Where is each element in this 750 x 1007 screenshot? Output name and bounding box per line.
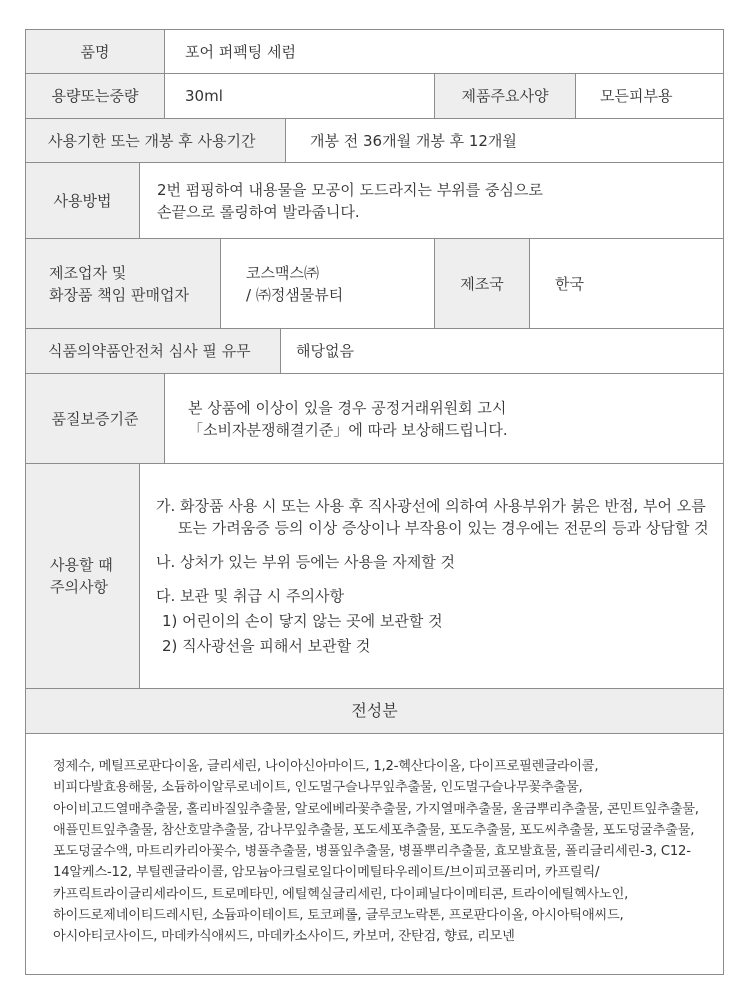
caution-value [140, 464, 723, 688]
ingredients-text: 정제수, 메틸프로판다이올, 글리세린, 나이아신아마이드, 1,2-헥산다이올, 다이프로필렌글라이콜, 비피다발효용해물, 소듐하이알루로네이트, 인도멀구슬나무잎추출물, 인도멀구슬나무꽃추출물, 아이비고드열매추출물, 홀리바질잎추출물, 알로에베라꽃추출물, 가지열매추출물, 울금뿌리추출물, 콘민트잎추출물, 애플민트잎추출물, 참산호말추출물, 감나무잎추출물, 포도세포추출물, 포도추출물, 포도씨추출물, 포도덩굴추출물, 포도덩굴수액, 마트리카리아꽃수, 병풀추출물, 병풀잎추출물, 병풀뿌리추출물, 효모발효물, 폴리글리세린-3, C12-14알케스-12, 부틸렌글라이콜, 암모늄아크릴로일다이메틸타우레이트/브이피코폴리머, 카프릴릭/카프릭트라이글리세라이드, 트로메타민, 에틸헥실글리세린, 다이페닐다이메티콘, 트라이에틸헥사노인, 하이드로제네이티드레시틴, 소듐파이테이트, 토코페롤, 글루코노락톤, 프로판다이올, 아시아틱애씨드, 아시아티코사이드, 마데카식애씨드, 마데카소사이드, 카보머, 잔탄검, 향료, 리모넨 [53, 759, 699, 945]
usage-line-1: 2번 펌핑하여 내용물을 모공이 도드라지는 부위를 중심으로 [157, 180, 543, 199]
manufacturer-value-line-2: / ㈜정샘물뷰티 [246, 285, 344, 304]
caution-item-da: 다. 보관 및 취급 시 주의사항 [156, 587, 344, 605]
caution-item-ga-line-2: 또는 가려움증 등의 이상 증상이나 부작용이 있는 경우에는 전문의 등과 상담할 것 [178, 519, 709, 537]
row-capacity [26, 74, 723, 119]
mfds-value: 해당없음 [296, 342, 354, 360]
manufacturer-label [26, 239, 221, 328]
caution-label [26, 464, 140, 688]
row-ingredients [26, 734, 723, 974]
caution-item-da-2: 2) 직사광선을 피해서 보관할 것 [162, 637, 371, 655]
expiry-label: 사용기한 또는 개봉 후 사용기간 [26, 119, 286, 162]
product-name-value: 포어 퍼펙팅 세럼 [185, 42, 296, 61]
usage-label: 사용방법 [26, 163, 140, 238]
spec-label: 제품주요사양 [434, 74, 576, 118]
quality-line-1: 본 상품에 이상이 있을 경우 공정거래위원회 고시 [188, 398, 507, 417]
row-product-name [26, 30, 723, 74]
row-mfds [26, 329, 723, 374]
row-ingredients-header [26, 689, 723, 734]
row-usage [26, 163, 723, 239]
ingredients-title: 전성분 [26, 689, 723, 733]
caution-label-line-2: 주의사항 [50, 578, 108, 596]
capacity-value: 30ml [185, 87, 223, 105]
caution-item-da-1: 1) 어린이의 손이 닿지 않는 곳에 보관할 것 [162, 612, 443, 630]
capacity-label: 용량또는중량 [26, 74, 165, 118]
caution-item-ga-line-1: 가. 화장품 사용 시 또는 사용 후 직사광선에 의하여 사용부위가 붉은 반점, 부어 오름 [156, 497, 706, 515]
manufacturer-label-line-1: 제조업자 및 [49, 263, 127, 282]
row-quality [26, 374, 723, 464]
quality-line-2: 「소비자분쟁해결기준」에 따라 보상해드립니다. [188, 420, 508, 439]
country-label: 제조국 [434, 239, 530, 328]
caution-item-na: 나. 상처가 있는 부위 등에는 사용을 자제할 것 [156, 553, 455, 571]
country-value: 한국 [555, 274, 584, 293]
usage-line-2: 손끝으로 롤링하여 발라줍니다. [157, 202, 360, 221]
mfds-label: 식품의약품안전처 심사 필 유무 [26, 329, 281, 373]
usage-value [140, 163, 723, 238]
quality-value [165, 374, 723, 463]
quality-label: 품질보증기준 [26, 374, 165, 463]
product-info-table [25, 29, 724, 975]
spec-value: 모든피부용 [600, 87, 673, 105]
expiry-value: 개봉 전 36개월 개봉 후 12개월 [310, 131, 517, 150]
row-caution [26, 464, 723, 689]
manufacturer-label-line-2: 화장품 책임 판매업자 [49, 285, 189, 304]
manufacturer-value [221, 239, 434, 328]
row-expiry [26, 119, 723, 163]
product-name-label: 품명 [26, 30, 165, 73]
manufacturer-value-line-1: 코스맥스㈜ [246, 263, 319, 282]
caution-label-line-1: 사용할 때 [50, 556, 113, 574]
row-manufacturer [26, 239, 723, 329]
